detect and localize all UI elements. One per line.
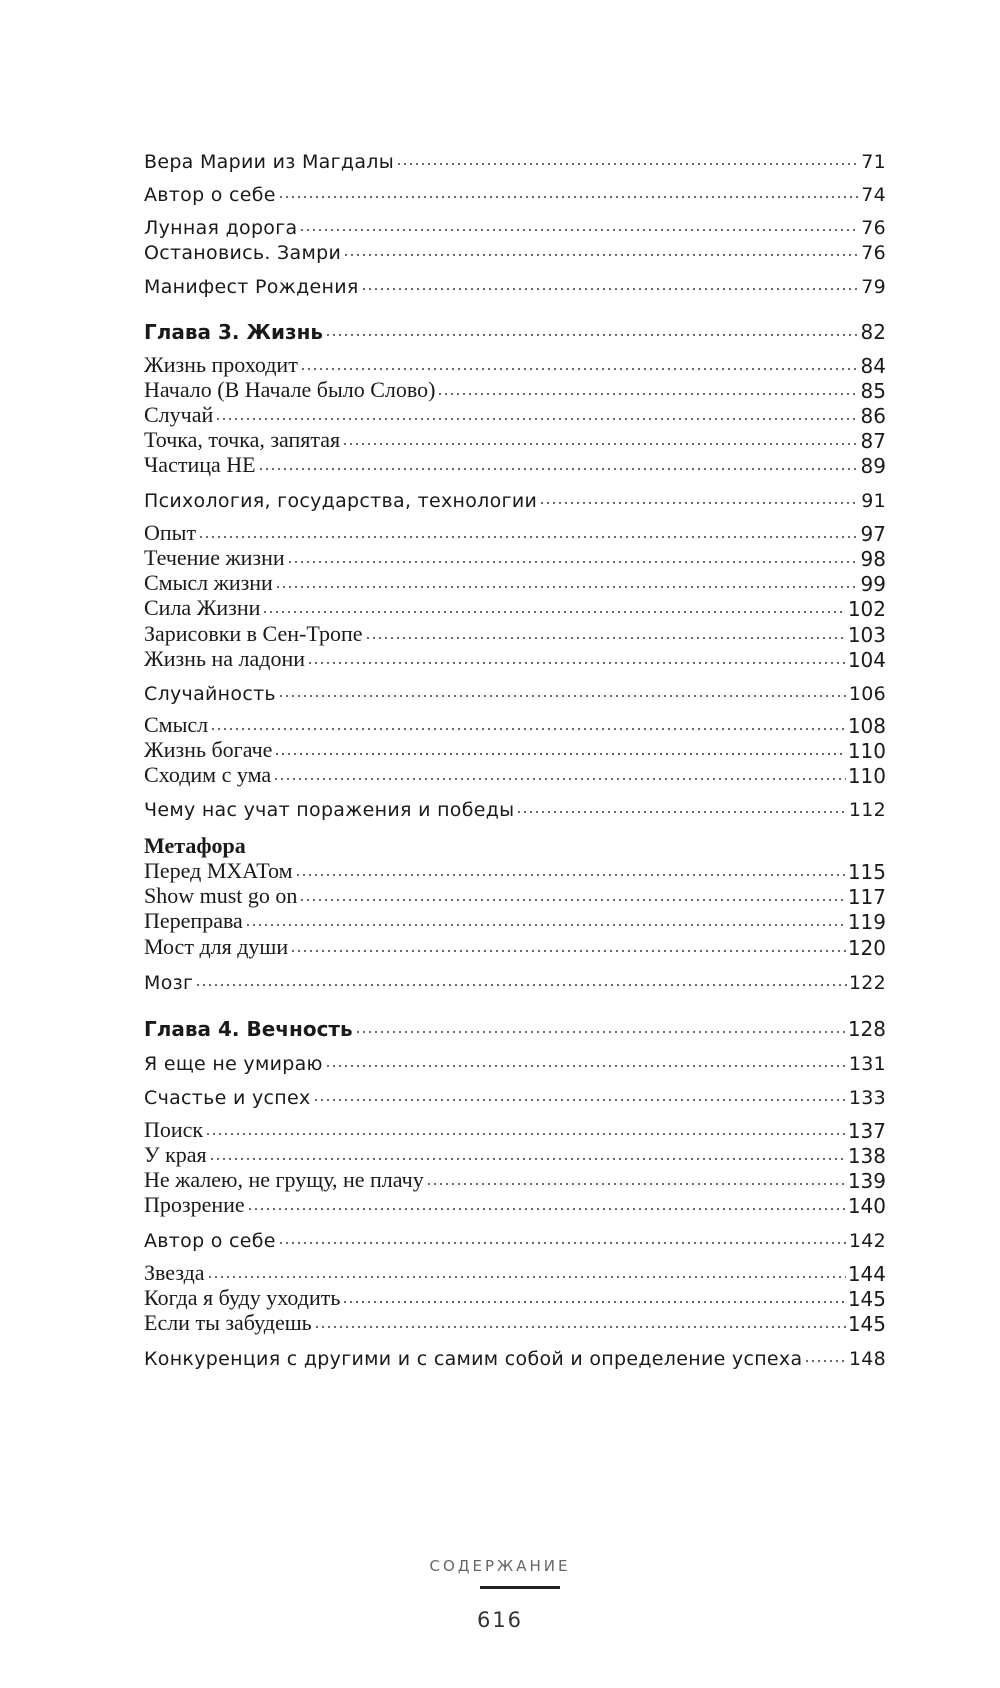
toc-entry-page: 74 [861,184,886,206]
toc-entry-page: 102 [847,597,886,621]
toc-entry-title: Счастье и успех [144,1087,311,1109]
dot-leader [539,501,859,505]
dot-leader [287,560,859,564]
toc-entry-page: 99 [860,572,886,596]
toc-entry-page: 76 [861,242,886,264]
dot-leader [245,923,846,927]
toc-entry-page: 86 [860,404,886,428]
toc-entry-page: 137 [847,1119,886,1143]
dot-leader [207,1275,846,1279]
dot-leader [205,1132,846,1136]
running-footer-label: СОДЕРЖАНИЕ [429,1557,571,1575]
dot-leader [290,949,846,953]
dot-leader [300,367,859,371]
toc-entry-title: Частица НЕ [144,452,256,477]
toc-entry-title: Лунная дорога [144,217,298,239]
dot-leader [273,777,846,781]
toc-entry-title: Звезда [144,1260,205,1285]
chapter-page: 82 [860,320,886,344]
toc-entry-page: 115 [847,860,886,884]
toc-entry-title: Остановись. Замри [144,242,342,264]
dot-leader [516,810,846,814]
toc-entry-page: 85 [860,379,886,403]
toc-entry-title: Автор о себе [144,1230,276,1252]
dot-leader [274,752,845,756]
dot-leader [299,898,845,902]
toc-entry-title: Мозг [144,972,194,994]
toc-entry [144,448,886,478]
toc-entry-title: Переправа [144,908,243,933]
chapter-heading [144,1011,886,1041]
toc-entry-page: 148 [848,1348,886,1370]
dot-leader [426,1182,846,1186]
toc-entry-page: 91 [861,490,886,512]
toc-entry-title: Мост для души [144,934,289,959]
dot-leader [278,694,847,698]
toc-entry-title: Если ты забудешь [144,1310,312,1335]
toc-entry-page: 145 [847,1312,886,1336]
toc-entry-title: Show must go on [144,883,298,908]
dot-leader [209,1157,846,1161]
toc-entry [144,1306,886,1336]
toc-entry-page: 103 [847,623,886,647]
toc-entry-title: Сходим с ума [144,762,272,787]
toc-entry [144,143,886,173]
toc-entry [144,1045,886,1075]
toc-entry-title: Начало (В Начале было Слово) [144,377,436,402]
toc-entry-page: 110 [847,764,886,788]
toc-entry-page: 144 [847,1262,886,1286]
toc-entry-title: Случайность [144,683,276,705]
toc-entry-page: 142 [848,1230,886,1252]
toc-entry [144,1340,886,1370]
dot-leader [437,392,858,396]
dot-leader [262,610,845,614]
toc-entry [144,964,886,994]
toc-entry-page: 89 [860,454,886,478]
chapter-title: Глава 3. Жизнь [144,320,324,344]
toc-entry-page: 97 [860,522,886,546]
dot-leader [343,253,859,257]
toc-entry-title: Смысл жизни [144,570,273,595]
dot-leader [278,195,859,199]
dot-leader [325,333,858,337]
toc-entry-page: 84 [860,354,886,378]
toc-entry [144,268,886,298]
toc-entry-title: Я еще не умираю [144,1053,323,1075]
toc-entry-page: 104 [847,648,886,672]
toc-entry [144,1222,886,1252]
toc-entry-page: 119 [847,910,886,934]
dot-leader [258,467,859,471]
toc-entry-title: Перед МХАТом [144,858,293,883]
chapter-heading [144,314,886,344]
toc-entry [144,482,886,512]
footer-divider [480,1586,560,1589]
toc-entry-title: Манифест Рождения [144,276,359,298]
toc-entry [144,1188,886,1218]
dot-leader [299,228,859,232]
toc-entry-page: 140 [847,1194,886,1218]
toc-entry-title: Автор о себе [144,184,276,206]
toc-entry-title: Поиск [144,1117,204,1142]
toc-entry-title: Жизнь на ладони [144,646,306,671]
dot-leader [355,1030,846,1034]
toc-entry-title: Конкуренция с другими и с самим собой и определение успеха [144,1348,803,1370]
toc-entry-page: 120 [847,936,886,960]
toc-entry-page: 139 [847,1169,886,1193]
dot-leader [275,585,859,589]
toc-entry-page: 71 [861,151,886,173]
toc-entry-page: 117 [847,885,886,909]
dot-leader [342,442,858,446]
toc-entry-title: Не жалею, не грущу, не плачу [144,1167,424,1192]
toc-entry-title: Чему нас учат поражения и победы [144,799,515,821]
toc-entry-page: 145 [847,1287,886,1311]
toc-entry-page: 98 [860,547,886,571]
toc-entry-title: Опыт [144,520,197,545]
toc-entry-title: Течение жизни [144,545,285,570]
toc-entry [144,758,886,788]
dot-leader [210,727,846,731]
dot-leader [215,417,858,421]
dot-leader [195,983,847,987]
toc-entry-page: 79 [861,276,886,298]
toc-entry [144,930,886,960]
toc-entry-title: Сила Жизни [144,595,261,620]
dot-leader [307,661,846,665]
dot-leader [295,873,846,877]
toc-entry-title: Психология, государства, технологии [144,490,538,512]
page-number: 616 [476,1608,524,1632]
dot-leader [247,1207,846,1211]
toc-entry-page: 112 [848,799,886,821]
dot-leader [278,1241,847,1245]
dot-leader [804,1359,846,1363]
toc-entry-title: Жизнь богаче [144,737,273,762]
dot-leader [314,1325,846,1329]
toc-entry [144,675,886,705]
dot-leader [396,162,859,166]
toc-entry-page: 133 [848,1087,886,1109]
toc-entry [144,791,886,821]
toc-entry-page: 106 [848,683,886,705]
toc-entry-page: 110 [847,739,886,763]
dot-leader [325,1064,847,1068]
toc-entry-title: Зарисовки в Сен-Тропе [144,621,363,646]
toc-entry [144,642,886,672]
toc-entry-title: Смысл [144,712,209,737]
dot-leader [361,287,860,291]
toc-entry-title: Когда я буду уходить [144,1285,341,1310]
toc-entry-title: Прозрение [144,1192,245,1217]
toc-entry-title: Жизнь проходит [144,352,298,377]
toc-entry-page: 138 [847,1144,886,1168]
dot-leader [342,1300,845,1304]
dot-leader [313,1098,847,1102]
toc-entry [144,234,886,264]
dot-leader [365,636,846,640]
toc-entry-page: 76 [861,217,886,239]
dot-leader [198,535,858,539]
toc-entry [144,1079,886,1109]
chapter-page: 128 [847,1017,886,1041]
toc-entry-page: 87 [860,429,886,453]
chapter-title: Глава 4. Вечность [144,1017,353,1041]
toc-entry-title: Случай [144,402,214,427]
toc-entry-title: Вера Марии из Магдалы [144,151,395,173]
section-title: Метафора [144,833,246,858]
toc-entry-page: 131 [848,1053,886,1075]
toc-entry-title: Точка, точка, запятая [144,427,341,452]
toc-entry-page: 122 [848,972,886,994]
toc-entry [144,176,886,206]
toc-entry-title: У края [144,1142,207,1167]
toc-entry-page: 108 [847,714,886,738]
